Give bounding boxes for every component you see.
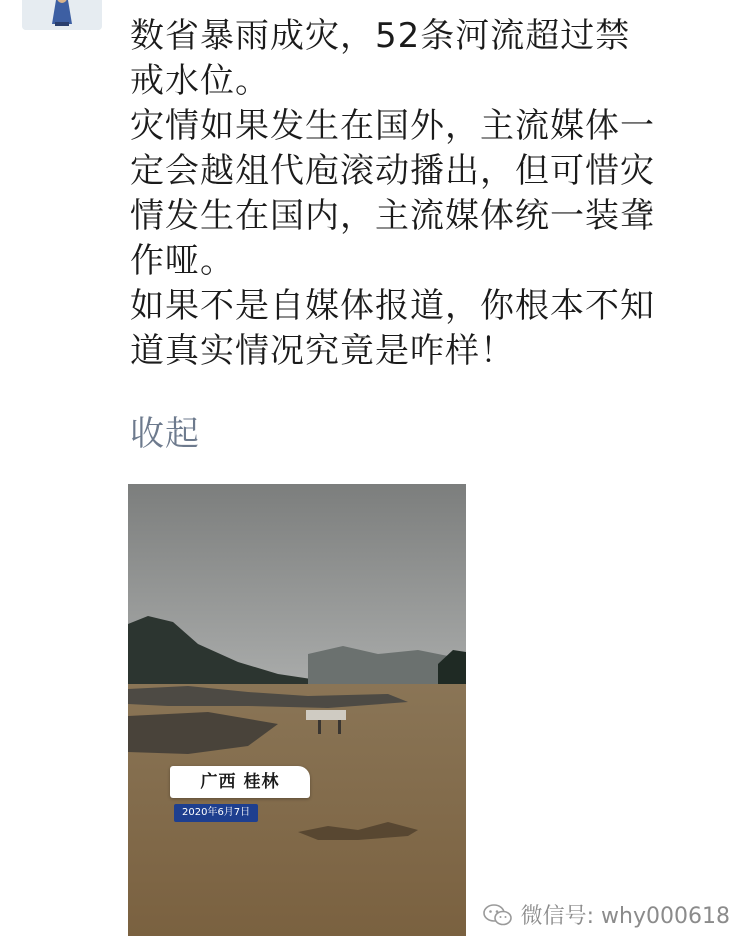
post-paragraph-2: 灾情如果发生在国外，主流媒体一 定会越俎代庖滚动播出，但可惜灾 情发生在国内，主流媒体统一装聋 作哑。 <box>130 106 655 281</box>
wechat-icon <box>483 903 513 927</box>
collapse-link[interactable]: 收起 <box>130 414 200 454</box>
location-label: 广西 桂林 <box>170 766 310 798</box>
avatar[interactable] <box>22 0 102 30</box>
post-text <box>130 14 730 374</box>
watermark <box>483 899 730 930</box>
post-paragraph-1: 数省暴雨成灾，52条河流超过禁 戒水位。 <box>130 16 631 101</box>
video-thumbnail[interactable] <box>128 484 466 936</box>
date-label: 2020年6月7日 <box>174 804 258 822</box>
watermark-text: 微信号: why000618 <box>520 904 730 929</box>
post-paragraph-3: 如果不是自媒体报道，你根本不知 道真实情况究竟是咋样！ <box>130 286 655 371</box>
